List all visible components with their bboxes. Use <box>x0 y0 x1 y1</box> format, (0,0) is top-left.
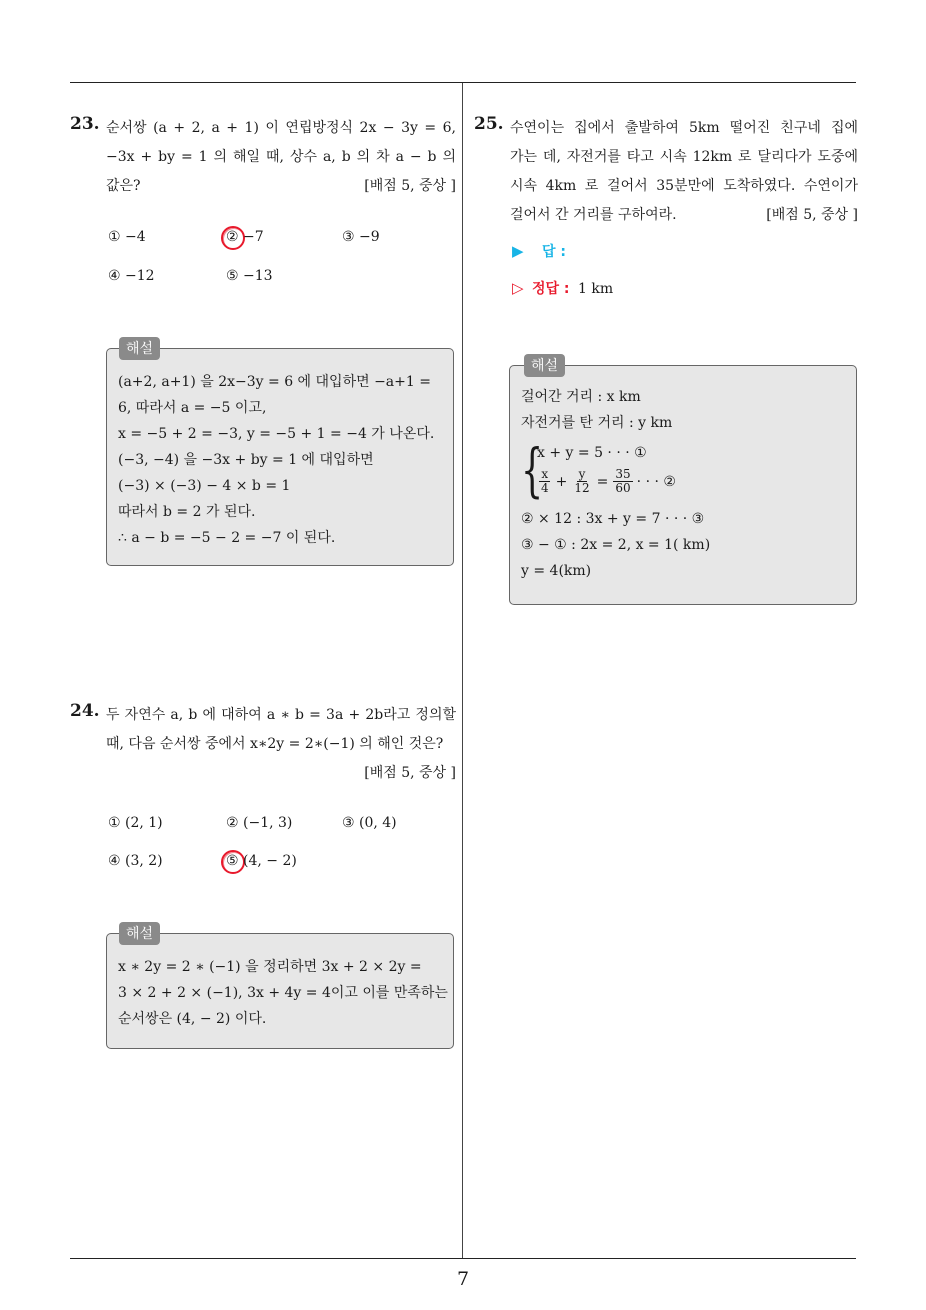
answer-row <box>512 241 566 261</box>
choice-1[interactable]: ① −4 <box>108 229 146 245</box>
problem-line: 순서쌍 (a + 2, a + 1) 이 연립방정식 2x − 3y = 6, <box>106 120 456 136</box>
problem-line: 두 자연수 a, b 에 대하여 a ∗ b = 3a + 2b라고 정의할 <box>106 707 456 723</box>
solution-line: 순서쌍은 (4, − 2) 이다. <box>118 1011 267 1027</box>
denominator: 60 <box>615 481 631 495</box>
correct-value: 1 km <box>577 281 614 297</box>
choice-5[interactable]: ⑤ (4, − 2) <box>226 853 297 869</box>
equation-tag: · · · ② <box>636 473 676 490</box>
solution-line: 걸어간 거리 : x km <box>521 389 641 405</box>
solution-line: x ∗ 2y = 2 ∗ (−1) 을 정리하면 3x + 2 × 2y = <box>118 959 422 975</box>
solution-line: ∴ a − b = −5 − 2 = −7 이 된다. <box>118 530 336 546</box>
solution-line: y = 4(km) <box>521 563 592 579</box>
solution-tag: 해설 <box>119 337 160 360</box>
correct-label: 정답 : <box>532 281 570 297</box>
problem-text <box>106 701 456 788</box>
top-rule <box>70 82 856 83</box>
solution-line: ③ − ① : 2x = 2, x = 1( km) <box>521 537 711 553</box>
solution-line: (−3) × (−3) − 4 × b = 1 <box>118 478 291 494</box>
solution-line: (−3, −4) 을 −3x + by = 1 에 대입하면 <box>118 452 374 468</box>
denominator: 4 <box>541 481 549 495</box>
choice-5[interactable]: ⑤ −13 <box>226 268 273 284</box>
choice-4[interactable]: ④ −12 <box>108 268 155 284</box>
solution-line: 3 × 2 + 2 × (−1), 3x + 4y = 4이고 이를 만족하는 <box>118 985 448 1001</box>
problem-points: [배점 5, 중상 ] <box>364 178 456 194</box>
numerator: x <box>541 467 549 481</box>
problem-number: 24. <box>70 701 100 721</box>
problem-line: 시속 4km 로 걸어서 35분만에 도착하였다. 수연이가 <box>510 178 858 194</box>
numerator: 35 <box>615 467 631 481</box>
problem-line: −3x + by = 1 의 해일 때, 상수 a, b 의 차 a − b 의 <box>106 149 456 165</box>
correct-answer-row <box>512 278 613 298</box>
choice-1[interactable]: ① (2, 1) <box>108 815 163 831</box>
choice-4[interactable]: ④ (3, 2) <box>108 853 163 869</box>
problem-number: 25. <box>474 114 504 134</box>
equation-1: x + y = 5 · · · ① <box>537 445 647 461</box>
denominator: 12 <box>574 481 590 495</box>
solution-text <box>521 384 845 584</box>
answer-label: 답 : <box>542 244 566 260</box>
fraction <box>572 468 591 495</box>
solution-line: 따라서 b = 2 가 된다. <box>118 504 256 520</box>
problem-text <box>106 114 456 201</box>
solution-tag: 해설 <box>119 922 160 945</box>
solution-line: (a+2, a+1) 을 2x−3y = 6 에 대입하면 −a+1 = <box>118 374 431 390</box>
solution-box-23 <box>106 341 454 566</box>
fraction <box>539 468 551 495</box>
solution-line: 6, 따라서 a = −5 이고, <box>118 400 267 416</box>
solution-text <box>118 369 442 551</box>
fraction <box>613 468 632 495</box>
left-brace: { <box>521 436 544 504</box>
solution-text <box>118 954 448 1032</box>
choice-3[interactable]: ③ −9 <box>342 229 380 245</box>
problem-text <box>510 114 858 230</box>
choice-3[interactable]: ③ (0, 4) <box>342 815 397 831</box>
problem-line: 수연이는 집에서 출발하여 5km 떨어진 친구네 집에 <box>510 120 858 136</box>
choice-2[interactable]: ② −7 <box>226 229 264 245</box>
equation-2 <box>537 468 676 495</box>
problem-number: 23. <box>70 114 100 134</box>
solution-line: ② × 12 : 3x + y = 7 · · · ③ <box>521 511 705 527</box>
solution-line: x = −5 + 2 = −3, y = −5 + 1 = −4 가 나온다. <box>118 426 435 442</box>
problem-line: 값은? <box>106 178 141 194</box>
numerator: y <box>578 467 586 481</box>
problem-line: 걸어서 간 거리를 구하여라. <box>510 207 677 223</box>
problem-points: [배점 5, 중상 ] <box>364 765 456 781</box>
choice-2[interactable]: ② (−1, 3) <box>226 815 293 831</box>
problem-points: [배점 5, 중상 ] <box>766 207 858 223</box>
equation-system <box>521 436 845 506</box>
problem-line: 가는 데, 자전거를 타고 시속 12km 로 달리다가 도중에 <box>510 149 858 165</box>
solution-box-25 <box>509 358 857 605</box>
column-divider <box>462 83 463 1258</box>
solution-tag: 해설 <box>524 354 565 377</box>
equals-sign: = <box>596 473 609 490</box>
solution-box-24 <box>106 926 454 1049</box>
solution-line: 자전거를 탄 거리 : y km <box>521 415 673 431</box>
play-arrow-icon: ▶ <box>512 242 524 260</box>
outline-arrow-icon: ▷ <box>512 279 524 297</box>
plus-sign: + <box>555 473 568 490</box>
page-number: 7 <box>456 1268 470 1290</box>
bottom-rule <box>70 1258 856 1259</box>
problem-line: 때, 다음 순서쌍 중에서 x∗2y = 2∗(−1) 의 해인 것은? <box>106 736 444 752</box>
